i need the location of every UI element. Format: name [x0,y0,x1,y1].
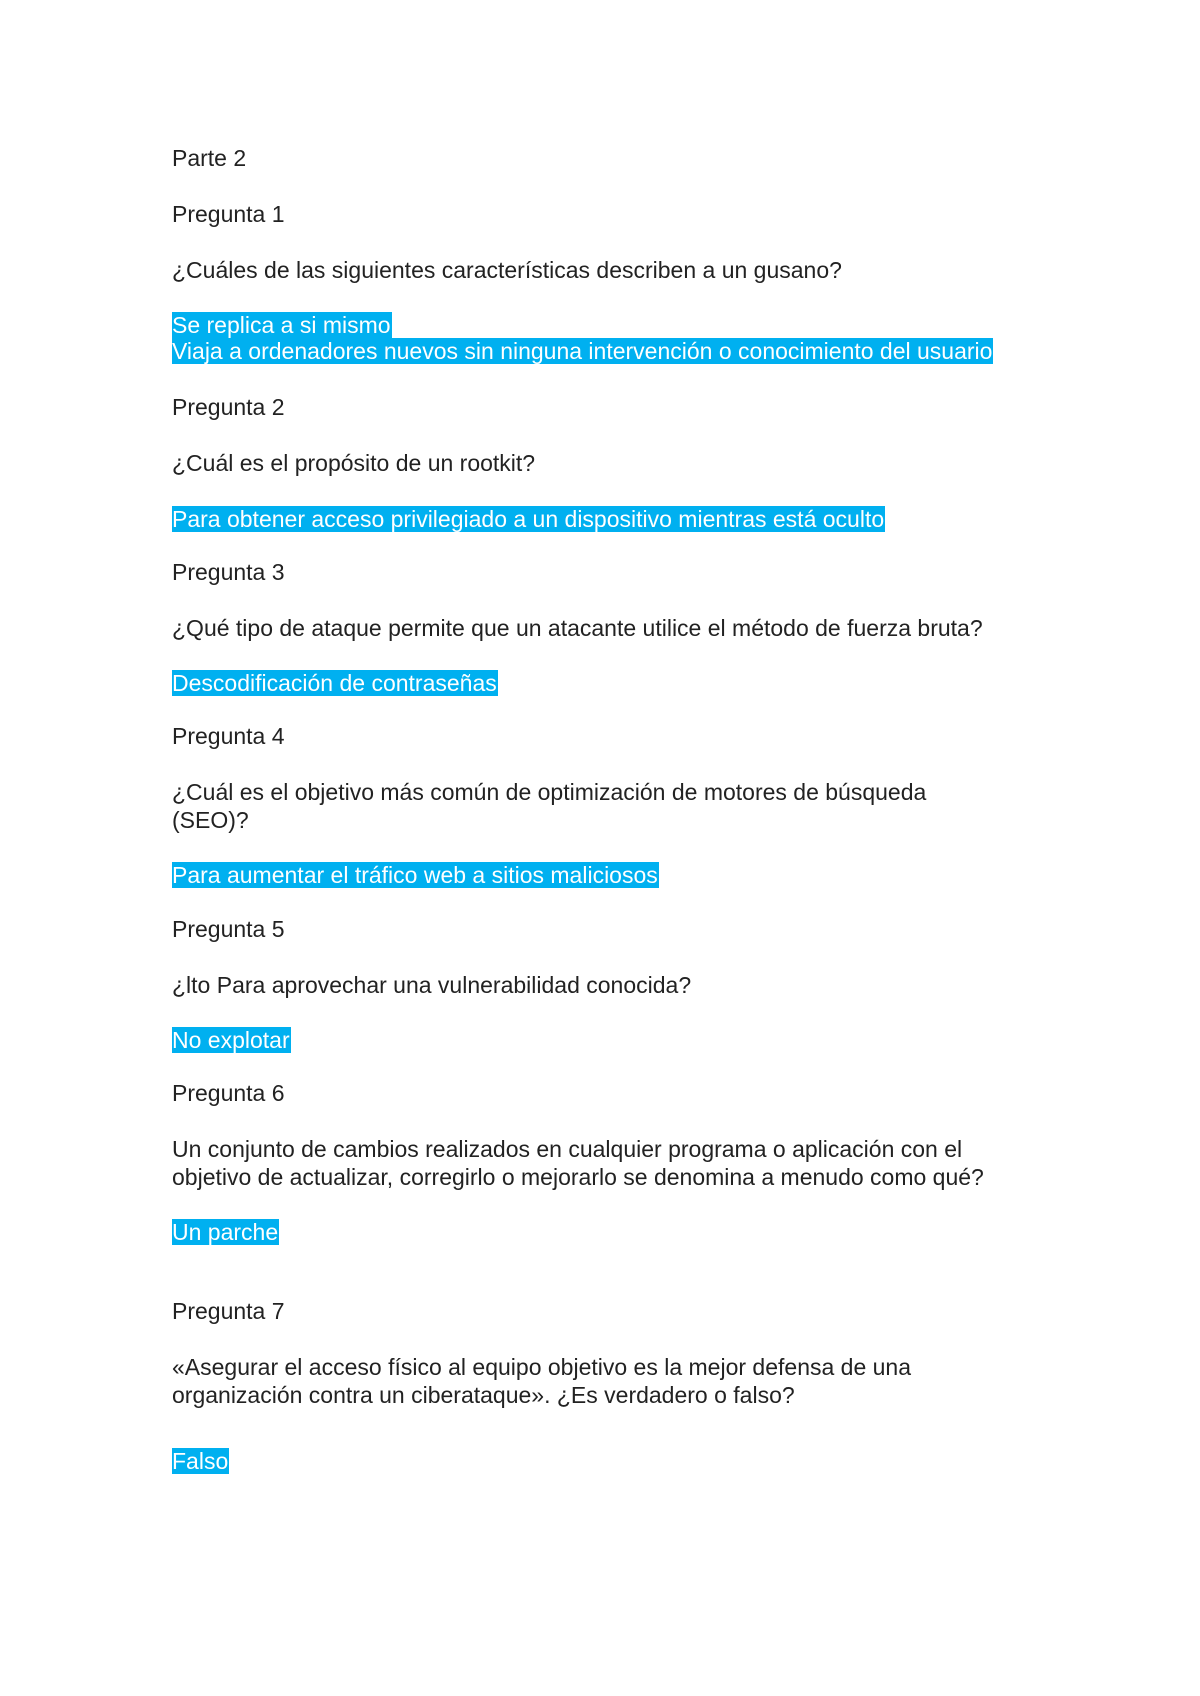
question-2-answer-line-1 [172,505,885,533]
question-2-text: ¿Cuál es el propósito de un rootkit? [172,450,536,476]
question-4-text-line-2: (SEO)? [172,807,249,833]
question-3-answer-line-1 [172,669,498,697]
question-3-text: ¿Qué tipo de ataque permite que un atacante utilice el método de fuerza bruta? [172,615,983,641]
answer-highlight: Descodificación de contraseñas [172,670,497,696]
question-1-text: ¿Cuáles de las siguientes características describen a un gusano? [172,257,842,283]
question-7-text-line-2: organización contra un ciberataque». ¿Es verdadero o falso? [172,1382,795,1408]
question-7-answer-line-1 [172,1447,229,1475]
question-4-text-line-1: ¿Cuál es el objetivo más común de optimización de motores de búsqueda [172,779,927,805]
question-7-heading: Pregunta 7 [172,1298,285,1324]
question-3-heading: Pregunta 3 [172,559,285,585]
question-6-answer-line-1 [172,1218,279,1246]
question-6-text-line-2: objetivo de actualizar, corregirlo o mejorarlo se denomina a menudo como qué? [172,1164,984,1190]
question-5-text: ¿lto Para aprovechar una vulnerabilidad conocida? [172,972,692,998]
part-title: Parte 2 [172,145,247,171]
question-1-answer-line-1 [172,311,392,339]
answer-highlight: Para obtener acceso privilegiado a un dispositivo mientras está oculto [172,506,885,532]
question-6-heading: Pregunta 6 [172,1080,285,1106]
question-2-heading: Pregunta 2 [172,394,285,420]
answer-highlight: Para aumentar el tráfico web a sitios maliciosos [172,862,658,888]
question-4-heading: Pregunta 4 [172,723,285,749]
answer-highlight: Se replica a si mismo [172,312,391,338]
answer-highlight: Viaja a ordenadores nuevos sin ninguna intervención o conocimiento del usuario [172,338,993,364]
question-5-answer-line-1 [172,1026,291,1054]
question-7-text-line-1: «Asegurar el acceso físico al equipo objetivo es la mejor defensa de una [172,1354,912,1380]
question-4-answer-line-1 [172,861,659,889]
question-6-text-line-1: Un conjunto de cambios realizados en cualquier programa o aplicación con el [172,1136,963,1162]
answer-highlight: No explotar [172,1027,290,1053]
question-1-answer-line-2 [172,337,993,365]
question-5-heading: Pregunta 5 [172,916,285,942]
answer-highlight: Falso [172,1448,229,1474]
question-1-heading: Pregunta 1 [172,201,285,227]
answer-highlight: Un parche [172,1219,279,1245]
